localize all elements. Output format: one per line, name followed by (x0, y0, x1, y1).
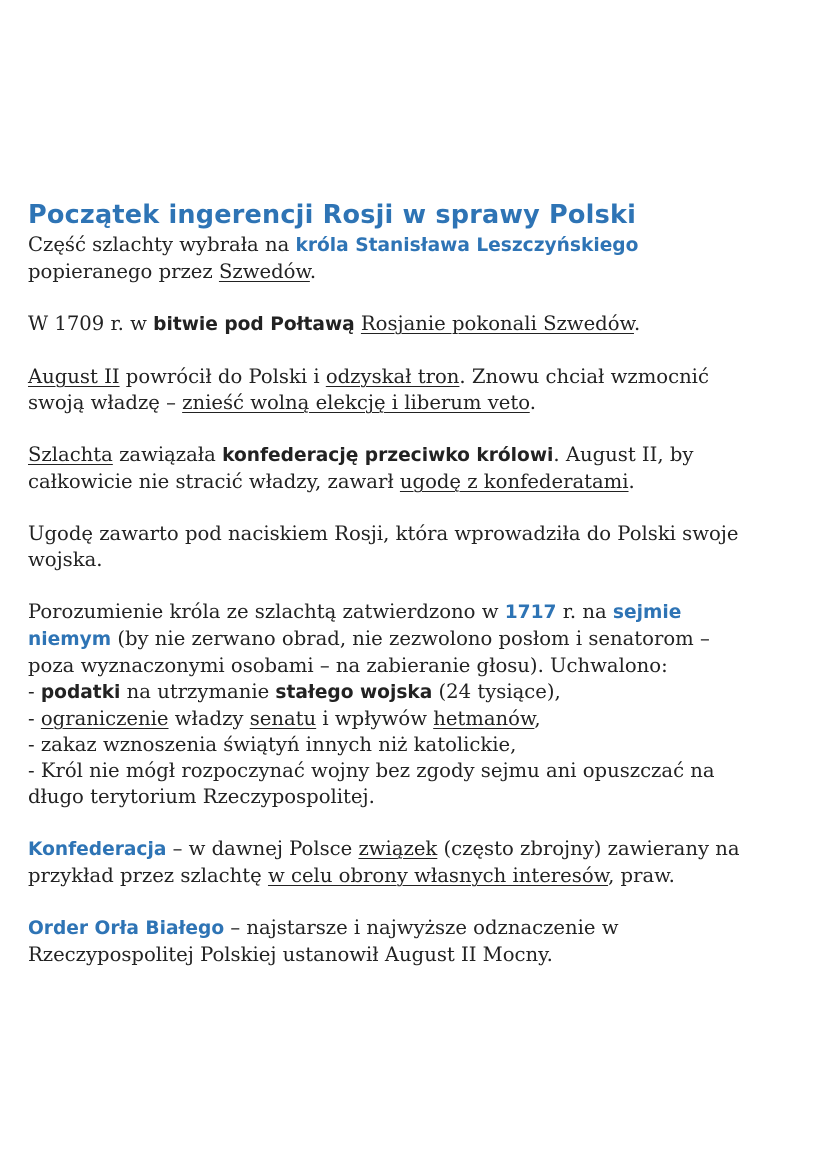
document-content (28, 198, 808, 968)
text: swoją władzę – (28, 391, 183, 414)
paragraph-leszczynski-line-1 (28, 232, 808, 259)
underlined-union: związek (358, 837, 438, 860)
paragraph-confederation-line-2 (28, 469, 808, 495)
bold-taxes: podatki (40, 682, 121, 703)
text: W 1709 r. w (28, 312, 154, 335)
text: Część szlachty wybrała na (28, 233, 296, 256)
definition-confederation-line-1 (28, 836, 808, 863)
underlined-senate: senatu (249, 707, 317, 730)
text: . Znowu chciał wzmocnić (459, 365, 709, 388)
spacer (28, 573, 808, 599)
underlined-nobility: Szlachta (28, 443, 113, 466)
list-item-temples: - zakaz wznoszenia świątyń innych niż katolickie, (28, 733, 517, 756)
bold-standing-army: stałego wojska (275, 682, 433, 703)
paragraph-poltava (28, 311, 808, 338)
paragraph-august-line-1 (28, 364, 808, 390)
bold-battle-poltava: bitwie pod Połtawą (153, 314, 355, 335)
text: zawiązała (112, 443, 223, 466)
text: popieranego przez (28, 260, 219, 283)
underlined-defend-interests: w celu obrony własnych interesów (267, 864, 609, 887)
paragraph-leszczynski-line-2 (28, 259, 808, 285)
text: całkowicie nie stracić władzy, zawarł (28, 470, 400, 493)
bold-confederation-against-king: konfederację przeciwko królowi (222, 445, 554, 466)
paragraph-silent-sejm-line-3: poza wyznaczonymi osobami – na zabieranie głosu). Uchwalono: (28, 654, 668, 677)
underlined-russians-defeated-swedes: Rosjanie pokonali Szwedów (360, 312, 634, 335)
text: , praw. (608, 864, 675, 887)
underlined-hetmans: hetmanów (433, 707, 535, 730)
text: przykład przez szlachtę (28, 864, 268, 887)
text: , (534, 707, 541, 730)
text: (by nie zerwano obrad, nie zezwolono posłom i senatorom – (111, 627, 710, 650)
highlight-silent-sejm: sejmie (612, 602, 682, 623)
underlined-august-ii: August II (28, 365, 120, 388)
paragraph-august-line-2 (28, 390, 808, 416)
underlined-swedes: Szwedów (218, 260, 310, 283)
paragraph-confederation-line-1 (28, 442, 808, 469)
list-item-war-line-1: - Król nie mógł rozpoczynać wojny bez zgody sejmu ani opuszczać na (28, 759, 715, 782)
text: - (28, 707, 41, 730)
text: . (628, 470, 635, 493)
text: na utrzymanie (120, 680, 276, 703)
spacer (28, 889, 808, 915)
page-title: Początek ingerencji Rosji w sprawy Polski (28, 200, 637, 230)
spacer (28, 810, 808, 836)
definition-order-line-1 (28, 915, 808, 942)
spacer (28, 285, 808, 311)
text: - (28, 680, 41, 703)
list-item-taxes (28, 679, 808, 706)
highlight-king-leszczynski: króla Stanisława Leszczyńskiego (295, 235, 639, 256)
text: . (633, 312, 641, 335)
underlined-regained-throne: odzyskał tron (325, 365, 460, 388)
underlined-abolish-election: znieść wolną elekcję i liberum veto (182, 391, 530, 414)
paragraph-silent-sejm-line-2 (28, 626, 808, 653)
text: . (309, 260, 317, 283)
text: r. na (556, 600, 613, 623)
paragraph-russia-line-2: wojska. (28, 548, 103, 571)
definition-confederation-line-2 (28, 863, 808, 889)
highlight-silent-sejm-2: niemym (28, 629, 112, 650)
highlight-year-1717: 1717 (504, 602, 557, 623)
underlined-agreement: ugodę z konfederatami (399, 470, 629, 493)
text: (24 tysiące), (432, 680, 561, 703)
list-item-war-line-2: długo terytorium Rzeczypospolitej. (28, 785, 375, 808)
spacer (28, 338, 808, 364)
paragraph-silent-sejm-line-1 (28, 599, 808, 626)
definition-order-line-2: Rzeczypospolitej Polskiej ustanowił August II Mocny. (28, 943, 553, 966)
list-item-limits (28, 706, 808, 732)
text: – najstarsze i najwyższe odznaczenie w (224, 916, 619, 939)
text: i wpływów (316, 707, 434, 730)
text: władzy (168, 707, 250, 730)
text: (często zbrojny) zawierany na (437, 837, 740, 860)
paragraph-russia-line-1: Ugodę zawarto pod naciskiem Rosji, która wprowadziła do Polski swoje (28, 522, 739, 545)
text: – w dawnej Polsce (166, 837, 359, 860)
underlined-limitation: ograniczenie (40, 707, 169, 730)
spacer (28, 495, 808, 521)
term-order-white-eagle: Order Orła Białego (28, 918, 225, 939)
text: powrócił do Polski i (119, 365, 326, 388)
text: . August II, by (553, 443, 694, 466)
term-confederation: Konfederacja (28, 839, 167, 860)
text: . (529, 391, 536, 414)
spacer (28, 416, 808, 442)
text: Porozumienie króla ze szlachtą zatwierdzono w (28, 600, 505, 623)
